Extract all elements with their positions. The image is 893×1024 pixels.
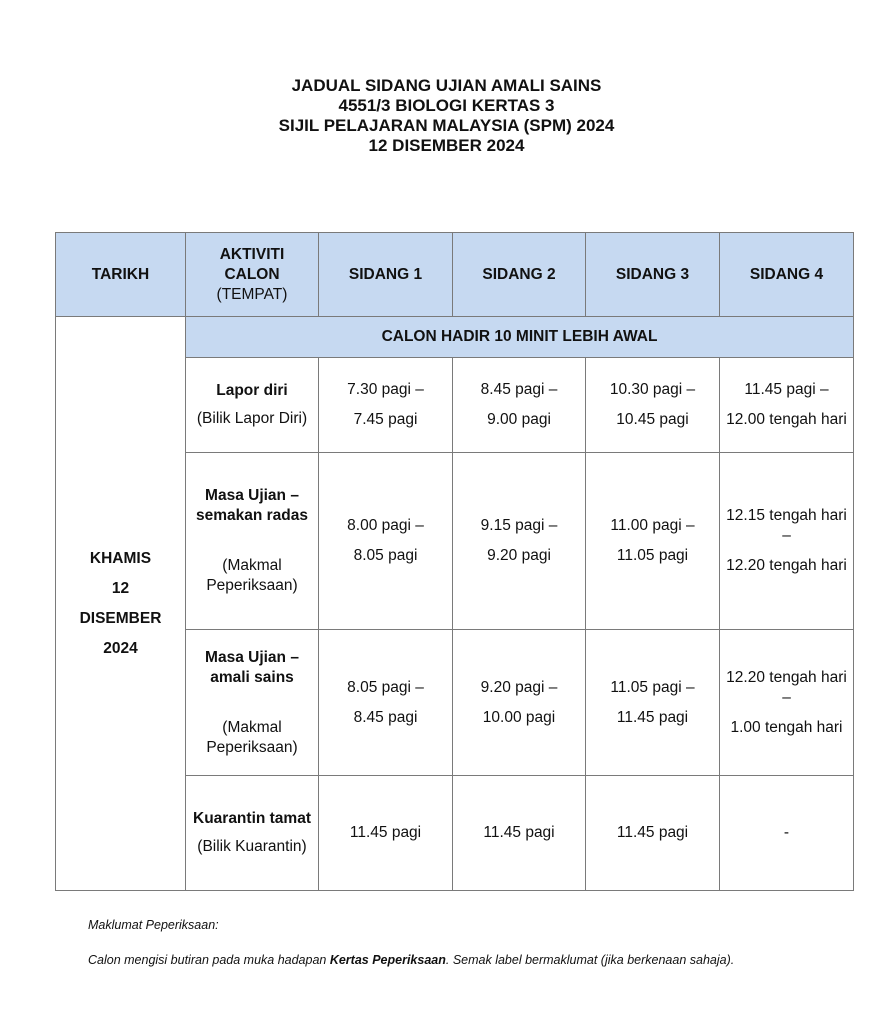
title-line: JADUAL SIDANG UJIAN AMALI SAINS (291, 76, 602, 95)
time-cell: 12.15 tengah hari – 12.20 tengah hari (720, 453, 854, 630)
call-note: CALON HADIR 10 MINIT LEBIH AWAL (186, 317, 854, 358)
document-title (0, 76, 893, 156)
time-cell: 12.20 tengah hari – 1.00 tengah hari (720, 630, 854, 776)
date-cell: KHAMIS 12 DISEMBER 2024 (56, 317, 186, 891)
time-cell: 8.00 pagi – 8.05 pagi (319, 453, 453, 630)
header-row (56, 233, 854, 317)
header-tarikh: TARIKH (56, 233, 186, 317)
activity-cell: Masa Ujian – semakan radas (Makmal Peperiksaan) (186, 453, 319, 630)
header-sidang-3: SIDANG 3 (586, 233, 720, 317)
time-cell: 7.30 pagi – 7.45 pagi (319, 358, 453, 453)
activity-cell: Kuarantin tamat (Bilik Kuarantin) (186, 776, 319, 891)
time-cell: 8.05 pagi – 8.45 pagi (319, 630, 453, 776)
time-cell: 8.45 pagi – 9.00 pagi (453, 358, 586, 453)
schedule-table (55, 232, 854, 891)
header-sidang-4: SIDANG 4 (720, 233, 854, 317)
title-line: 4551/3 BIOLOGI KERTAS 3 (338, 96, 555, 115)
header-aktiviti: AKTIVITI CALON (TEMPAT) (186, 233, 319, 317)
activity-cell: Masa Ujian – amali sains (Makmal Peperiksaan) (186, 630, 319, 776)
call-note-row (56, 317, 854, 358)
time-cell: - (720, 776, 854, 891)
time-cell: 11.45 pagi (319, 776, 453, 891)
notes-text: Calon mengisi butiran pada muka hadapan Kertas Peperiksaan. Semak label bermaklumat (jika berkenaan sahaja). (88, 953, 735, 967)
title-line: SIJIL PELAJARAN MALAYSIA (SPM) 2024 (278, 116, 615, 135)
header-sidang-1: SIDANG 1 (319, 233, 453, 317)
time-cell: 9.15 pagi – 9.20 pagi (453, 453, 586, 630)
activity-cell: Lapor diri (Bilik Lapor Diri) (186, 358, 319, 453)
time-cell: 11.45 pagi (586, 776, 720, 891)
time-cell: 11.05 pagi – 11.45 pagi (586, 630, 720, 776)
header-sidang-2: SIDANG 2 (453, 233, 586, 317)
time-cell: 9.20 pagi – 10.00 pagi (453, 630, 586, 776)
time-cell: 11.45 pagi – 12.00 tengah hari (720, 358, 854, 453)
title-line: 12 DISEMBER 2024 (368, 136, 525, 155)
time-cell: 11.00 pagi – 11.05 pagi (586, 453, 720, 630)
notes-heading: Maklumat Peperiksaan: (88, 918, 219, 932)
time-cell: 10.30 pagi – 10.45 pagi (586, 358, 720, 453)
time-cell: 11.45 pagi (453, 776, 586, 891)
